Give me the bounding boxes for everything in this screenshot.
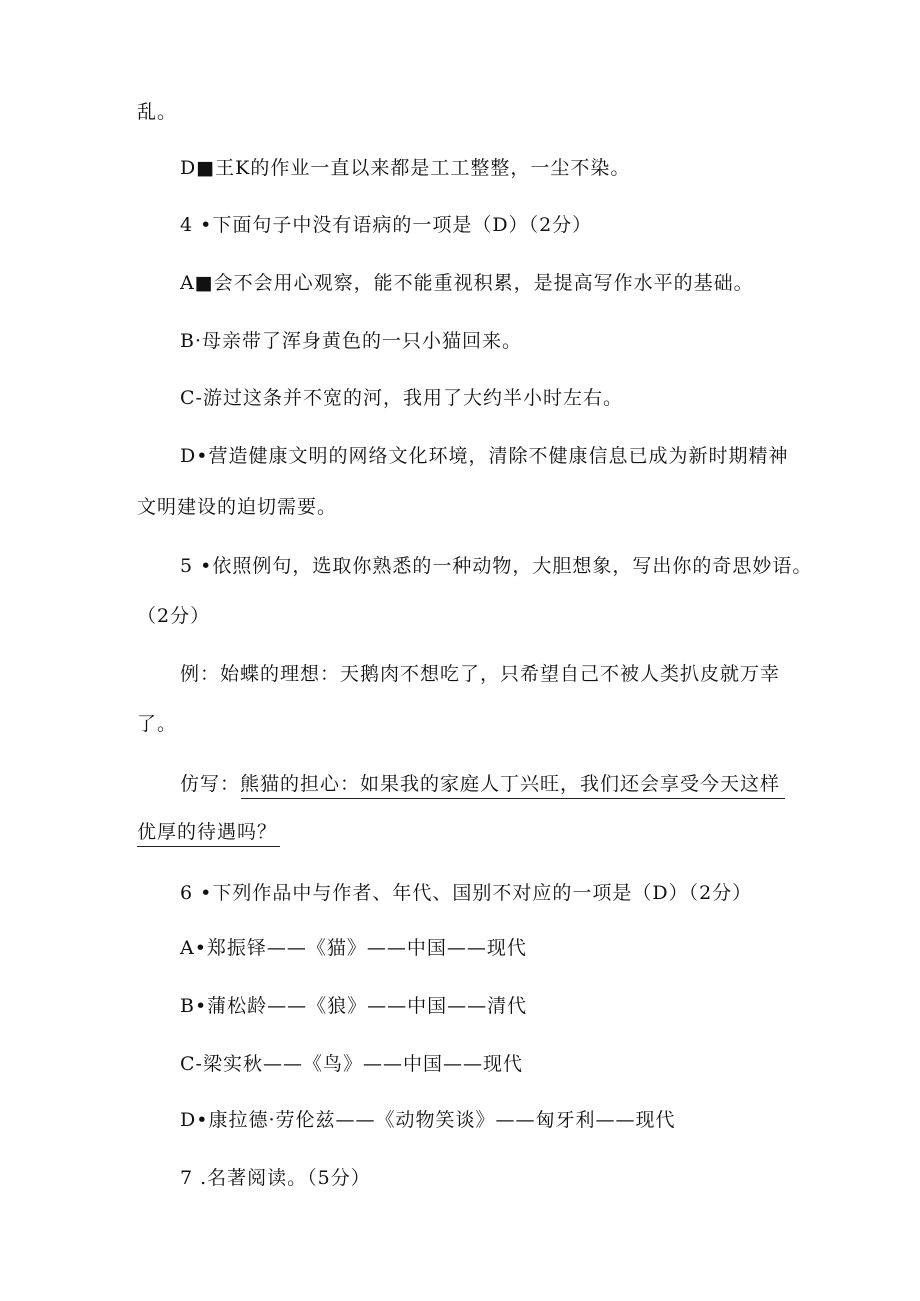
example-sentence: 例：始蝶的理想：天鹅肉不想吃了，只希望自己不被人类扒皮就万幸 [180,663,781,685]
imitation-answer-continuation: 优厚的待遇吗？ [137,821,278,843]
option-b-q4: B·母亲带了浑身黄色的一只小猫回来。 [180,330,523,352]
question-7: 7 .名著阅读。（5分） [180,1167,371,1189]
question-5-score: （2分） [137,605,211,627]
example-sentence-continuation: 了。 [137,713,178,735]
option-c-q4: C-游过这条并不宽的河，我用了大约半小时左右。 [180,387,623,409]
option-d-q3: D■王K的作业一直以来都是工工整整，一尘不染。 [180,157,631,179]
option-a-q4: A■会不会用心观察，能不能重视积累，是提高写作水平的基础。 [180,272,754,294]
answer-underline [137,846,280,847]
option-d-q6: D•康拉德·劳伦兹——《动物笑谈》——匈牙利——现代 [180,1109,676,1131]
option-d-q4-continuation: 文明建设的迫切需要。 [137,496,338,518]
imitation-answer-text: 熊猫的担心：如果我的家庭人丁兴旺，我们还会享受今天这样 [240,773,781,795]
option-c-q6: C-梁实秋——《鸟》——中国——现代 [180,1053,523,1075]
option-a-q6: A•郑振铎——《猫》——中国——现代 [180,937,527,959]
option-b-q6: B•蒲松龄——《狼》——中国——清代 [180,995,528,1017]
imitation-answer [180,771,780,799]
imitation-label: 仿写： [180,773,241,795]
question-6: 6 •下列作品中与作者、年代、国别不对应的一项是（D）（2分） [180,882,753,904]
answer-underline [241,798,785,799]
option-d-q4: D•营造健康文明的网络文化环境，清除不健康信息已成为新时期精神 [180,445,789,467]
question-5: 5 •依照例句，选取你熟悉的一种动物，大胆想象，写出你的奇思妙语。 [180,555,813,577]
text-line-continuation: 乱。 [137,101,178,123]
question-4: 4 •下面句子中没有语病的一项是（D）（2分） [180,214,593,236]
